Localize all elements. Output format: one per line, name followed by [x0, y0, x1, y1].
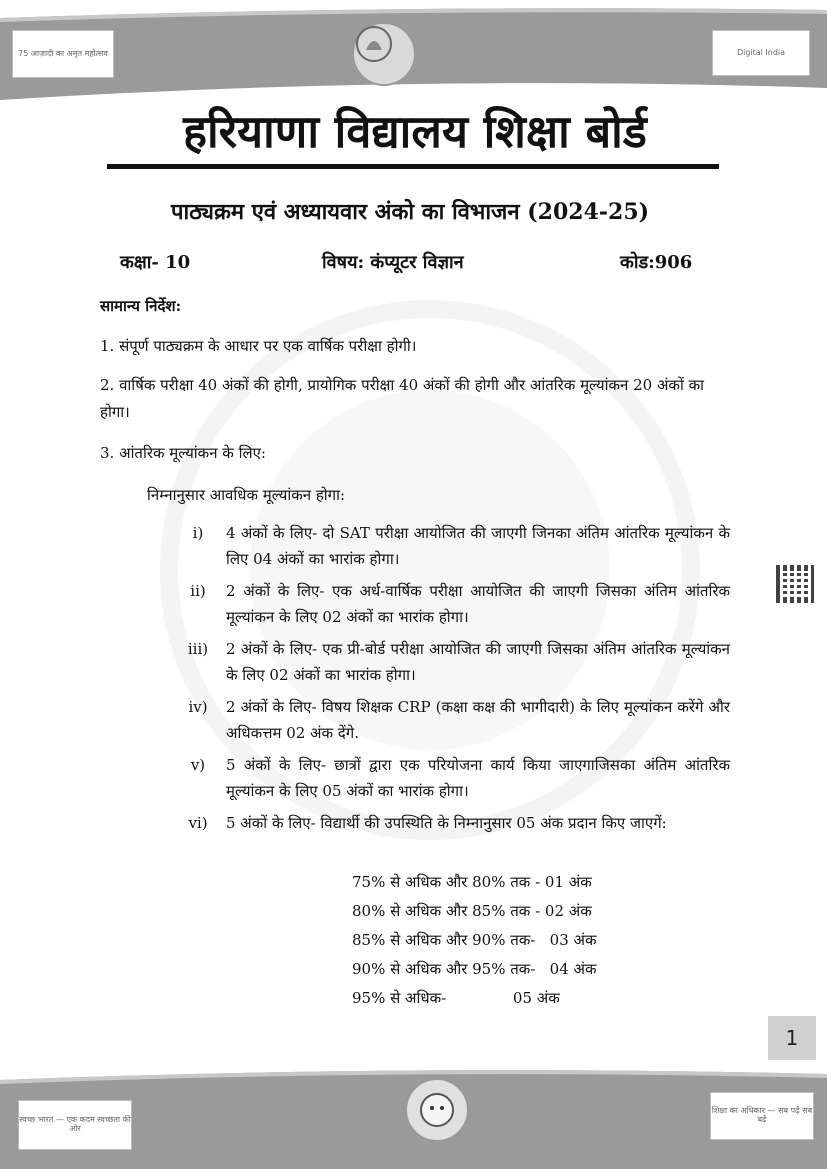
instruction-point-2: 2. वार्षिक परीक्षा 40 अंकों की होगी, प्रायोगिक परीक्षा 40 अंकों की होगी और आंतरिक मूल्यांकन 20 अंकों का होगा। [100, 376, 705, 421]
list-item-number: iii) [187, 640, 209, 658]
qr-code-icon[interactable] [776, 565, 814, 603]
attendance-row: 80% से अधिक और 85% तक - 02 अंक [352, 902, 592, 920]
list-item [170, 694, 730, 746]
digital-india-logo-text: Digital India [736, 47, 786, 57]
header-band [0, 0, 827, 100]
subject-label: विषय: कंप्यूटर विज्ञान [322, 252, 464, 273]
assessment-intro: निम्नानुसार आवधिक मूल्यांकन होगा: [147, 486, 346, 504]
attendance-row: 95% से अधिक- 05 अंक [352, 989, 560, 1007]
instruction-point-1: 1. संपूर्ण पाठ्यक्रम के आधार पर एक वार्षिक परीक्षा होगी। [100, 337, 417, 355]
code-label: कोड:906 [620, 252, 693, 273]
attendance-row: 75% से अधिक और 80% तक - 01 अंक [352, 873, 592, 891]
list-item-number: iv) [188, 698, 208, 716]
list-item-text: 2 अंकों के लिए- विषय शिक्षक CRP (कक्षा कक्ष की भागीदारी) के लिए मूल्यांकन करेंगे और अधिकत्तम 02 अंक देंगे. [226, 698, 730, 742]
azadi-logo-text: 75 आज़ादी का अमृत महोत्सव [18, 48, 108, 58]
class-label: कक्षा- 10 [120, 252, 191, 273]
azadi-amrit-mahotsav-logo [12, 30, 114, 78]
instructions-heading: सामान्य निर्देश: [100, 297, 182, 315]
swachh-bharat-logo-text: स्वच्छ भारत — एक कदम स्वच्छता की ओर [19, 1115, 131, 1133]
girl-face-icon [420, 1093, 454, 1127]
list-item [170, 810, 730, 836]
list-item-number: i) [192, 524, 204, 542]
footer-band [0, 1060, 827, 1169]
list-item-text: 2 अंकों के लिए- एक अर्ध-वार्षिक परीक्षा आयोजित की जाएगी जिसका अंतिम आंतरिक मूल्यांकन के लिए 02 अंकों का भारांक होगा। [226, 582, 730, 626]
list-item [170, 636, 730, 688]
swachh-bharat-logo [18, 1100, 132, 1150]
rte-logo-text: शिक्षा का अधिकार — सब पढ़ें सब बढ़ें [711, 1106, 813, 1124]
board-seal-icon [354, 24, 394, 64]
list-item-text: 5 अंकों के लिए- छात्रों द्वारा एक परियोजना कार्य किया जाएगाजिसका अंतिम आंतरिक मूल्यांकन के लिए 05 अंकों का भारांक होगा। [226, 756, 730, 800]
attendance-row: 85% से अधिक और 90% तक- 03 अंक [352, 931, 597, 949]
beti-bachao-logo [405, 1078, 469, 1142]
list-item-number: vi) [188, 814, 208, 832]
page-title: हरियाणा विद्यालय शिक्षा बोर्ड [183, 105, 647, 158]
list-item-number: v) [190, 756, 206, 774]
list-item [170, 752, 730, 804]
list-item-text: 5 अंकों के लिए- विद्यार्थी की उपस्थिति के निम्नानुसार 05 अंक प्रदान किए जाएगें: [226, 814, 667, 832]
page-number: 1 [768, 1016, 816, 1060]
list-item-number: ii) [190, 582, 206, 600]
assessment-list [170, 520, 730, 842]
title-underline [107, 164, 719, 169]
list-item-text: 2 अंकों के लिए- एक प्री-बोर्ड परीक्षा आयोजित की जाएगी जिसका अंतिम आंतरिक मूल्यांकन के लिए 02 अंकों का भारांक होगा। [226, 640, 730, 684]
attendance-row: 90% से अधिक और 95% तक- 04 अंक [352, 960, 597, 978]
list-item-text: 4 अंकों के लिए- दो SAT परीक्षा आयोजित की जाएगी जिनका अंतिम आंतरिक मूल्यांकन के लिए 04 अंकों का भारांक होगा। [226, 524, 730, 568]
list-item [170, 520, 730, 572]
page-subtitle: पाठ्यक्रम एवं अध्यायवार अंको का विभाजन (2024-25) [170, 199, 650, 225]
attendance-table [352, 868, 597, 1013]
list-item [170, 578, 730, 630]
digital-india-logo [712, 30, 810, 76]
instruction-point-3: 3. आंतरिक मूल्यांकन के लिए: [100, 444, 266, 462]
right-to-education-logo [710, 1092, 814, 1140]
board-seal-logo [352, 22, 416, 86]
